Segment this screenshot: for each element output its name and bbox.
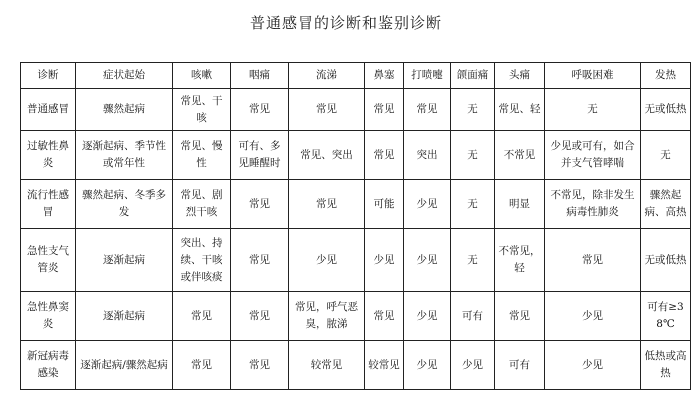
table-row (21, 131, 691, 180)
table-cell: 可有≥38℃ (641, 292, 691, 341)
table-cell: 不常见，除非发生病毒性肺炎 (545, 180, 641, 229)
table-cell: 少见 (404, 341, 451, 390)
header-cell: 鼻塞 (365, 63, 404, 89)
table-cell: 无 (641, 131, 691, 180)
header-cell: 发热 (641, 63, 691, 89)
table-cell: 逐渐起病 (76, 292, 173, 341)
table-cell: 较常见 (289, 341, 365, 390)
table-cell: 少见 (365, 229, 404, 292)
table-cell: 常见、轻 (495, 89, 545, 131)
header-cell: 呼吸困难 (545, 63, 641, 89)
table-cell: 过敏性鼻炎 (21, 131, 76, 180)
table-cell: 少见或可有，如合并支气管哮喘 (545, 131, 641, 180)
table-cell: 少见 (451, 341, 495, 390)
table-cell: 流行性感冒 (21, 180, 76, 229)
table-cell: 少见 (545, 292, 641, 341)
table-cell: 常见 (231, 292, 289, 341)
table-cell: 骤然起病、冬季多发 (76, 180, 173, 229)
table-cell: 常见 (545, 229, 641, 292)
table-cell: 常见 (495, 292, 545, 341)
table-cell: 可有 (451, 292, 495, 341)
table-cell: 常见 (231, 341, 289, 390)
table-cell: 不常见 (495, 131, 545, 180)
table-row (21, 341, 691, 390)
table-cell: 普通感冒 (21, 89, 76, 131)
table-cell: 较常见 (365, 341, 404, 390)
table-cell: 无或低热 (641, 229, 691, 292)
table-cell: 常见、干咳 (173, 89, 231, 131)
table-cell: 明显 (495, 180, 545, 229)
table-cell: 常见、突出 (289, 131, 365, 180)
table-cell: 骤然起病 (76, 89, 173, 131)
table-cell: 常见，呼气恶臭，脓涕 (289, 292, 365, 341)
table-cell: 无 (451, 180, 495, 229)
table-cell: 少见 (404, 180, 451, 229)
table-cell: 低热或高热 (641, 341, 691, 390)
table-row (21, 292, 691, 341)
table-cell: 常见 (173, 292, 231, 341)
table-cell: 不常见，轻 (495, 229, 545, 292)
table-cell: 突出、持续、干咳或伴咳痰 (173, 229, 231, 292)
table-cell: 逐渐起病/骤然起病 (76, 341, 173, 390)
diagnosis-table (20, 62, 691, 390)
table-cell: 新冠病毒感染 (21, 341, 76, 390)
table-cell: 常见、慢性 (173, 131, 231, 180)
table-row (21, 229, 691, 292)
header-cell: 诊断 (21, 63, 76, 89)
table-cell: 无 (451, 131, 495, 180)
table-cell: 常见 (289, 180, 365, 229)
table-cell: 可有 (495, 341, 545, 390)
header-cell: 头痛 (495, 63, 545, 89)
table-cell: 无或低热 (641, 89, 691, 131)
table-cell: 常见 (365, 89, 404, 131)
table-row (21, 89, 691, 131)
table-cell: 少见 (404, 229, 451, 292)
table-cell: 骤然起病、高热 (641, 180, 691, 229)
table-cell: 无 (451, 229, 495, 292)
table-cell: 可能 (365, 180, 404, 229)
table-cell: 常见 (365, 131, 404, 180)
table-cell: 少见 (545, 341, 641, 390)
table-cell: 急性支气管炎 (21, 229, 76, 292)
table-cell: 常见 (231, 180, 289, 229)
table-cell: 逐渐起病 (76, 229, 173, 292)
table-cell: 常见 (231, 229, 289, 292)
table-cell: 可有、多见睡醒时 (231, 131, 289, 180)
header-cell: 咳嗽 (173, 63, 231, 89)
table-cell: 常见 (289, 89, 365, 131)
table-cell: 常见 (231, 89, 289, 131)
table-cell: 突出 (404, 131, 451, 180)
table-cell: 无 (545, 89, 641, 131)
header-cell: 流涕 (289, 63, 365, 89)
table-row (21, 180, 691, 229)
table-cell: 少见 (289, 229, 365, 292)
table-header-row (21, 63, 691, 89)
header-cell: 咽痛 (231, 63, 289, 89)
table-cell: 急性鼻窦炎 (21, 292, 76, 341)
header-cell: 打喷嚏 (404, 63, 451, 89)
table-cell: 常见 (404, 89, 451, 131)
page-title: 普通感冒的诊断和鉴别诊断 (249, 14, 442, 32)
header-cell: 症状起始 (76, 63, 173, 89)
table-cell: 常见、剧烈干咳 (173, 180, 231, 229)
table-cell: 无 (451, 89, 495, 131)
table-cell: 常见 (173, 341, 231, 390)
table-cell: 少见 (404, 292, 451, 341)
header-cell: 颌面痛 (451, 63, 495, 89)
table-cell: 常见 (365, 292, 404, 341)
table-cell: 逐渐起病、季节性或常年性 (76, 131, 173, 180)
